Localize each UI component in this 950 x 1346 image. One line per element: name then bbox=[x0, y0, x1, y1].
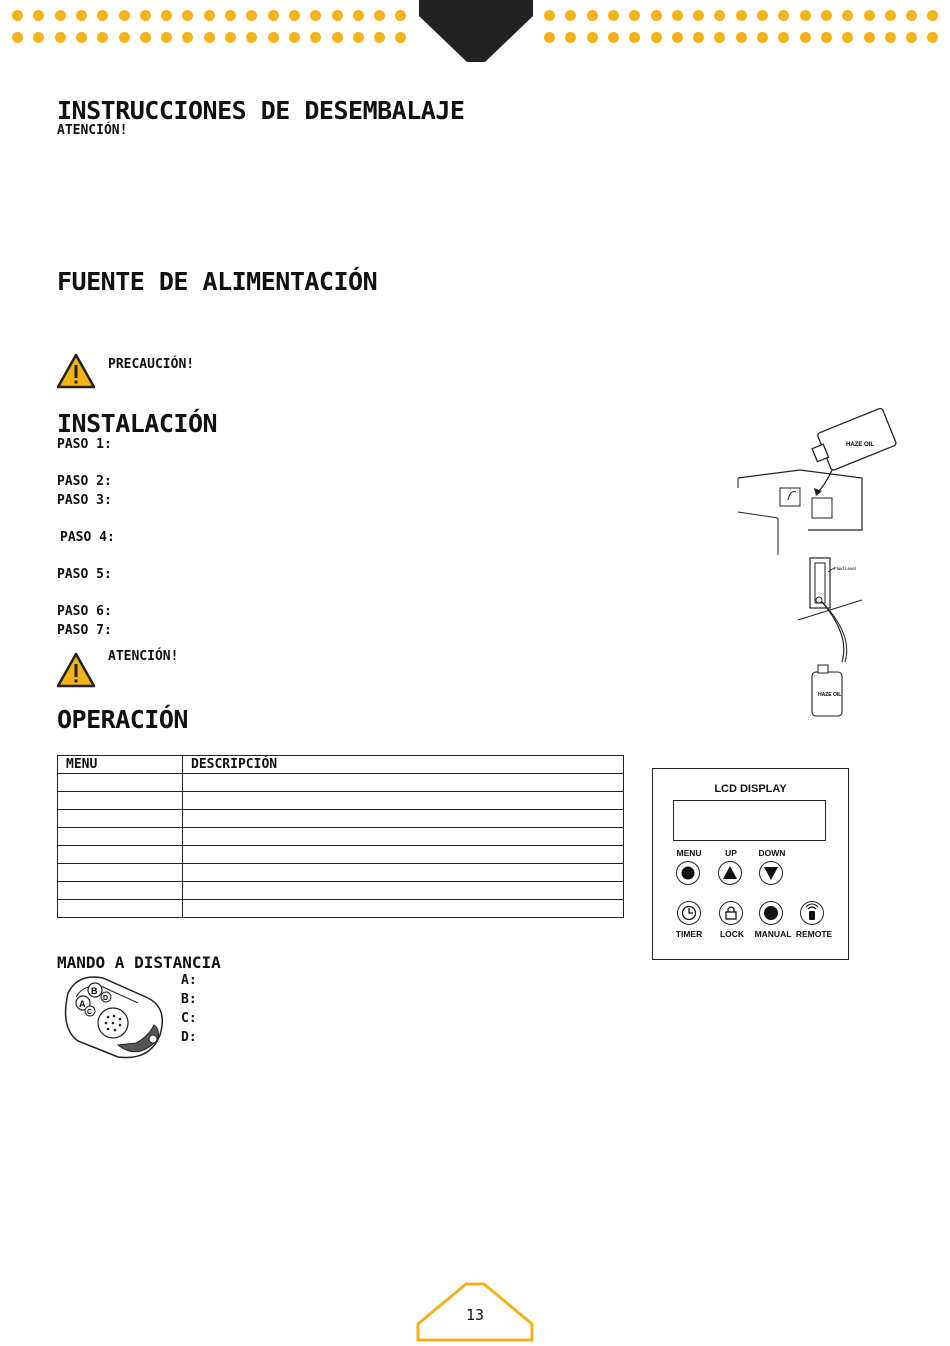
table-cell-menu bbox=[58, 882, 183, 900]
table-header-menu: MENU bbox=[58, 756, 183, 774]
down-button-label: DOWN bbox=[758, 848, 786, 858]
remote-button-label: REMOTE bbox=[795, 929, 833, 939]
arrow-up-icon bbox=[719, 862, 741, 884]
install-step-1: PASO 1: bbox=[57, 437, 112, 452]
power-caution-label: PRECAUCIÓN! bbox=[108, 357, 195, 372]
lock-button-label: LOCK bbox=[719, 929, 745, 939]
remote-title: MANDO A DISTANCIA bbox=[57, 953, 221, 972]
table-cell-menu bbox=[58, 774, 183, 792]
unpack-warning-label: ATENCIÓN! bbox=[57, 123, 128, 138]
table-cell-description bbox=[183, 792, 624, 810]
table-cell-menu bbox=[58, 828, 183, 846]
install-attention-label: ATENCIÓN! bbox=[108, 649, 179, 664]
install-step-3: PASO 3: bbox=[57, 493, 112, 508]
lock-icon bbox=[720, 902, 742, 924]
svg-text:HAZE OIL: HAZE OIL bbox=[846, 442, 874, 448]
table-cell-menu bbox=[58, 900, 183, 918]
table-row bbox=[58, 882, 624, 900]
remote-key-c: C: bbox=[181, 1011, 197, 1026]
table-cell-description bbox=[183, 846, 624, 864]
table-cell-description bbox=[183, 828, 624, 846]
install-step-2: PASO 2: bbox=[57, 474, 112, 489]
lock-button[interactable] bbox=[719, 901, 743, 925]
table-header-row bbox=[58, 756, 624, 774]
table-cell-menu bbox=[58, 846, 183, 864]
table-cell-description bbox=[183, 900, 624, 918]
install-step-4: PASO 4: bbox=[60, 530, 115, 545]
warning-triangle-icon bbox=[56, 353, 96, 389]
svg-text:D: D bbox=[103, 995, 109, 1002]
install-step-6: PASO 6: bbox=[57, 604, 112, 619]
clock-icon bbox=[678, 902, 700, 924]
manual-button-label: MANUAL bbox=[754, 929, 792, 939]
remote-signal-icon bbox=[801, 902, 823, 924]
arrow-down-icon bbox=[760, 862, 782, 884]
menu-table bbox=[57, 755, 624, 918]
dot-icon bbox=[677, 862, 699, 884]
warning-triangle-icon bbox=[56, 652, 96, 688]
up-button-label: UP bbox=[725, 848, 737, 858]
fluid-fill-illustration bbox=[730, 400, 900, 730]
table-row bbox=[58, 900, 624, 918]
down-button[interactable] bbox=[759, 861, 783, 885]
svg-text:A: A bbox=[79, 999, 86, 1009]
timer-button-label: TIMER bbox=[675, 929, 703, 939]
table-row bbox=[58, 810, 624, 828]
remote-control-icon bbox=[58, 973, 168, 1063]
remote-key-a: A: bbox=[181, 973, 197, 988]
table-row bbox=[58, 792, 624, 810]
svg-text:HAZE OIL: HAZE OIL bbox=[818, 692, 842, 698]
table-cell-description bbox=[183, 864, 624, 882]
timer-button[interactable] bbox=[677, 901, 701, 925]
section-title-power: FUENTE DE ALIMENTACIÓN bbox=[57, 267, 378, 296]
lcd-title: LCD DISPLAY bbox=[714, 783, 787, 795]
table-cell-description bbox=[183, 774, 624, 792]
remote-button[interactable] bbox=[800, 901, 824, 925]
table-cell-menu bbox=[58, 864, 183, 882]
table-row bbox=[58, 774, 624, 792]
remote-key-b: B: bbox=[181, 992, 197, 1007]
manual-button[interactable] bbox=[759, 901, 783, 925]
install-step-7: PASO 7: bbox=[57, 623, 112, 638]
svg-text:Fluid Level: Fluid Level bbox=[834, 566, 856, 571]
header-tab-shape bbox=[0, 0, 950, 70]
table-row bbox=[58, 846, 624, 864]
table-cell-description bbox=[183, 882, 624, 900]
install-step-5: PASO 5: bbox=[57, 567, 112, 582]
remote-key-d: D: bbox=[181, 1030, 197, 1045]
table-header-description: DESCRIPCIÓN bbox=[183, 756, 624, 774]
up-button[interactable] bbox=[718, 861, 742, 885]
page-number: 13 bbox=[465, 1306, 485, 1324]
svg-text:B: B bbox=[91, 986, 98, 996]
lcd-control-panel bbox=[652, 768, 849, 960]
table-cell-description bbox=[183, 810, 624, 828]
dot-icon bbox=[760, 902, 782, 924]
section-title-operation: OPERACIÓN bbox=[57, 705, 188, 734]
menu-button[interactable] bbox=[676, 861, 700, 885]
menu-button-label: MENU bbox=[676, 848, 702, 858]
table-cell-menu bbox=[58, 810, 183, 828]
table-row bbox=[58, 828, 624, 846]
lcd-screen bbox=[673, 800, 826, 841]
table-row bbox=[58, 864, 624, 882]
section-title-installation: INSTALACIÓN bbox=[57, 409, 218, 438]
table-cell-menu bbox=[58, 792, 183, 810]
svg-text:C: C bbox=[87, 1009, 93, 1016]
section-title-unpacking: INSTRUCCIONES DE DESEMBALAJE bbox=[57, 96, 465, 125]
